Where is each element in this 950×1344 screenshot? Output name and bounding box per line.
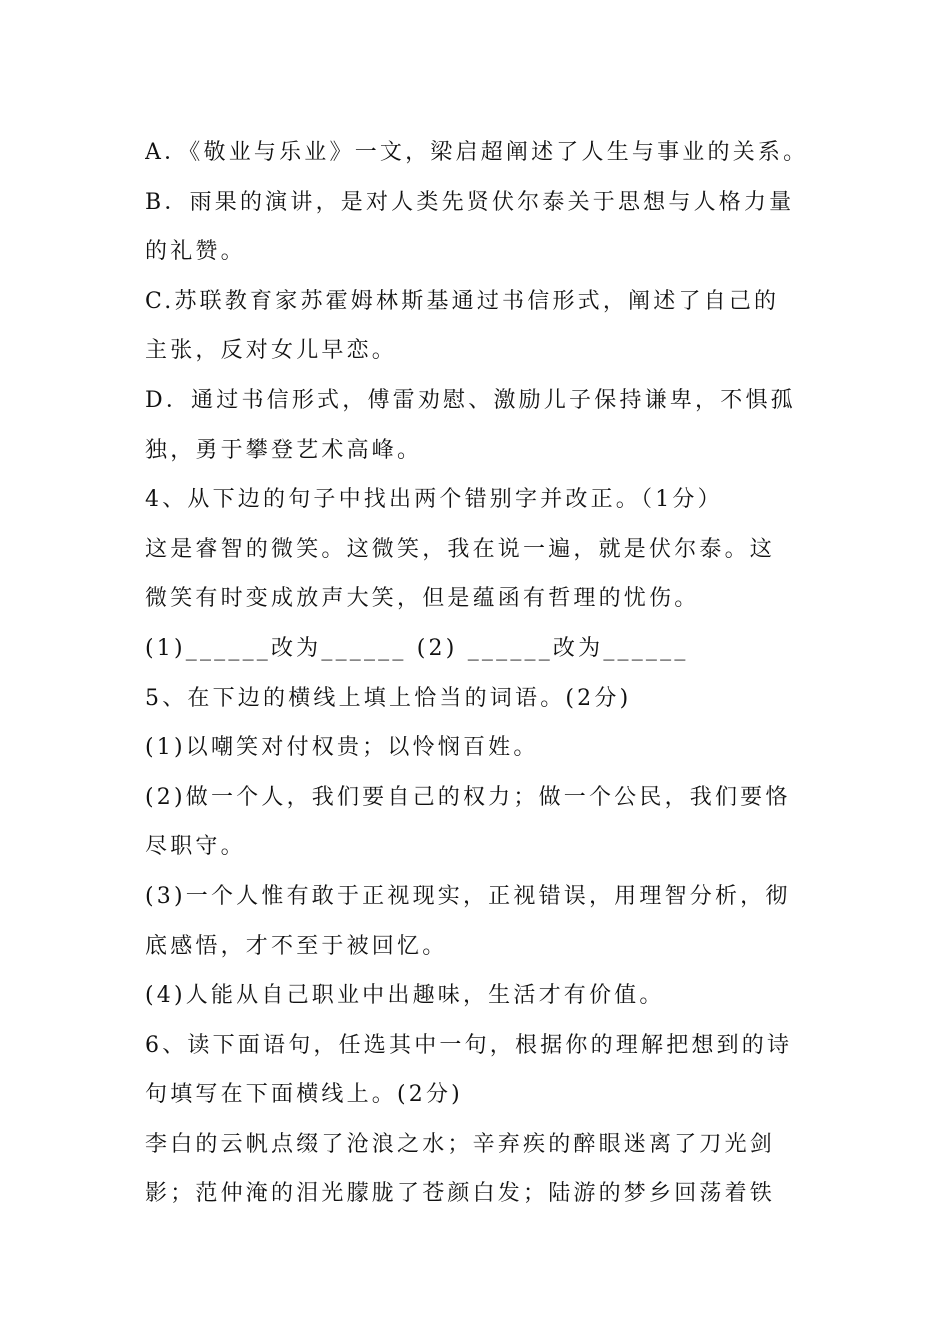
question-6-text-1: 李白的云帆点缀了沧浪之水；辛弃疾的醉眼迷离了刀光剑: [145, 1131, 776, 1157]
question-4-text-1: 这是睿智的微笑。这微笑，我在说一遍，就是伏尔泰。这: [145, 536, 776, 562]
question-6-heading-2: 句填写在下面横线上。(2分): [145, 1082, 463, 1108]
question-5-item-2-line-1: (2)做一个人，我们要自己的权力；做一个公民，我们要恪: [145, 784, 791, 810]
option-b-line-1: B．雨果的演讲，是对人类先贤伏尔泰关于思想与人格力量: [145, 189, 795, 215]
question-4-text-2: 微笑有时变成放声大笑，但是蕴函有哲理的忧伤。: [145, 586, 700, 612]
option-c-line-1: C.苏联教育家苏霍姆林斯基通过书信形式，阐述了自己的: [145, 288, 780, 314]
option-c-line-2: 主张，反对女儿早恋。: [145, 338, 398, 364]
option-b-line-2: 的礼赞。: [145, 239, 246, 265]
question-5-item-3-line-2: 底感悟，才不至于被回忆。: [145, 933, 448, 959]
question-6-text-2: 影；范仲淹的泪光朦胧了苍颜白发；陆游的梦乡回荡着铁: [145, 1181, 776, 1207]
question-4-heading: 4、从下边的句子中找出两个错别字并改正。（1分）: [145, 487, 723, 513]
question-5-heading: 5、在下边的横线上填上恰当的词语。(2分): [145, 685, 632, 711]
question-5-item-1: (1)以嘲笑对付权贵；以怜悯百姓。: [145, 735, 539, 761]
option-d-line-2: 独，勇于攀登艺术高峰。: [145, 437, 423, 463]
question-5-item-2-line-2: 尽职守。: [145, 834, 246, 860]
option-a-line: A．《敬业与乐业》一文，梁启超阐述了人生与事业的关系。: [145, 140, 809, 165]
question-5-item-4: (4)人能从自己职业中出趣味，生活才有价值。: [145, 983, 665, 1009]
option-d-line-1: D．通过书信形式，傅雷劝慰、激励儿子保持谦卑，不惧孤: [145, 387, 796, 413]
document-page: [145, 128, 820, 1219]
question-4-answer-blanks: (1)______改为______ (2) ______改为______: [145, 635, 689, 661]
question-5-item-3-line-1: (3)一个人惟有敢于正视现实，正视错误，用理智分析，彻: [145, 883, 791, 909]
question-6-heading-1: 6、读下面语句，任选其中一句，根据你的理解把想到的诗: [145, 1032, 793, 1058]
